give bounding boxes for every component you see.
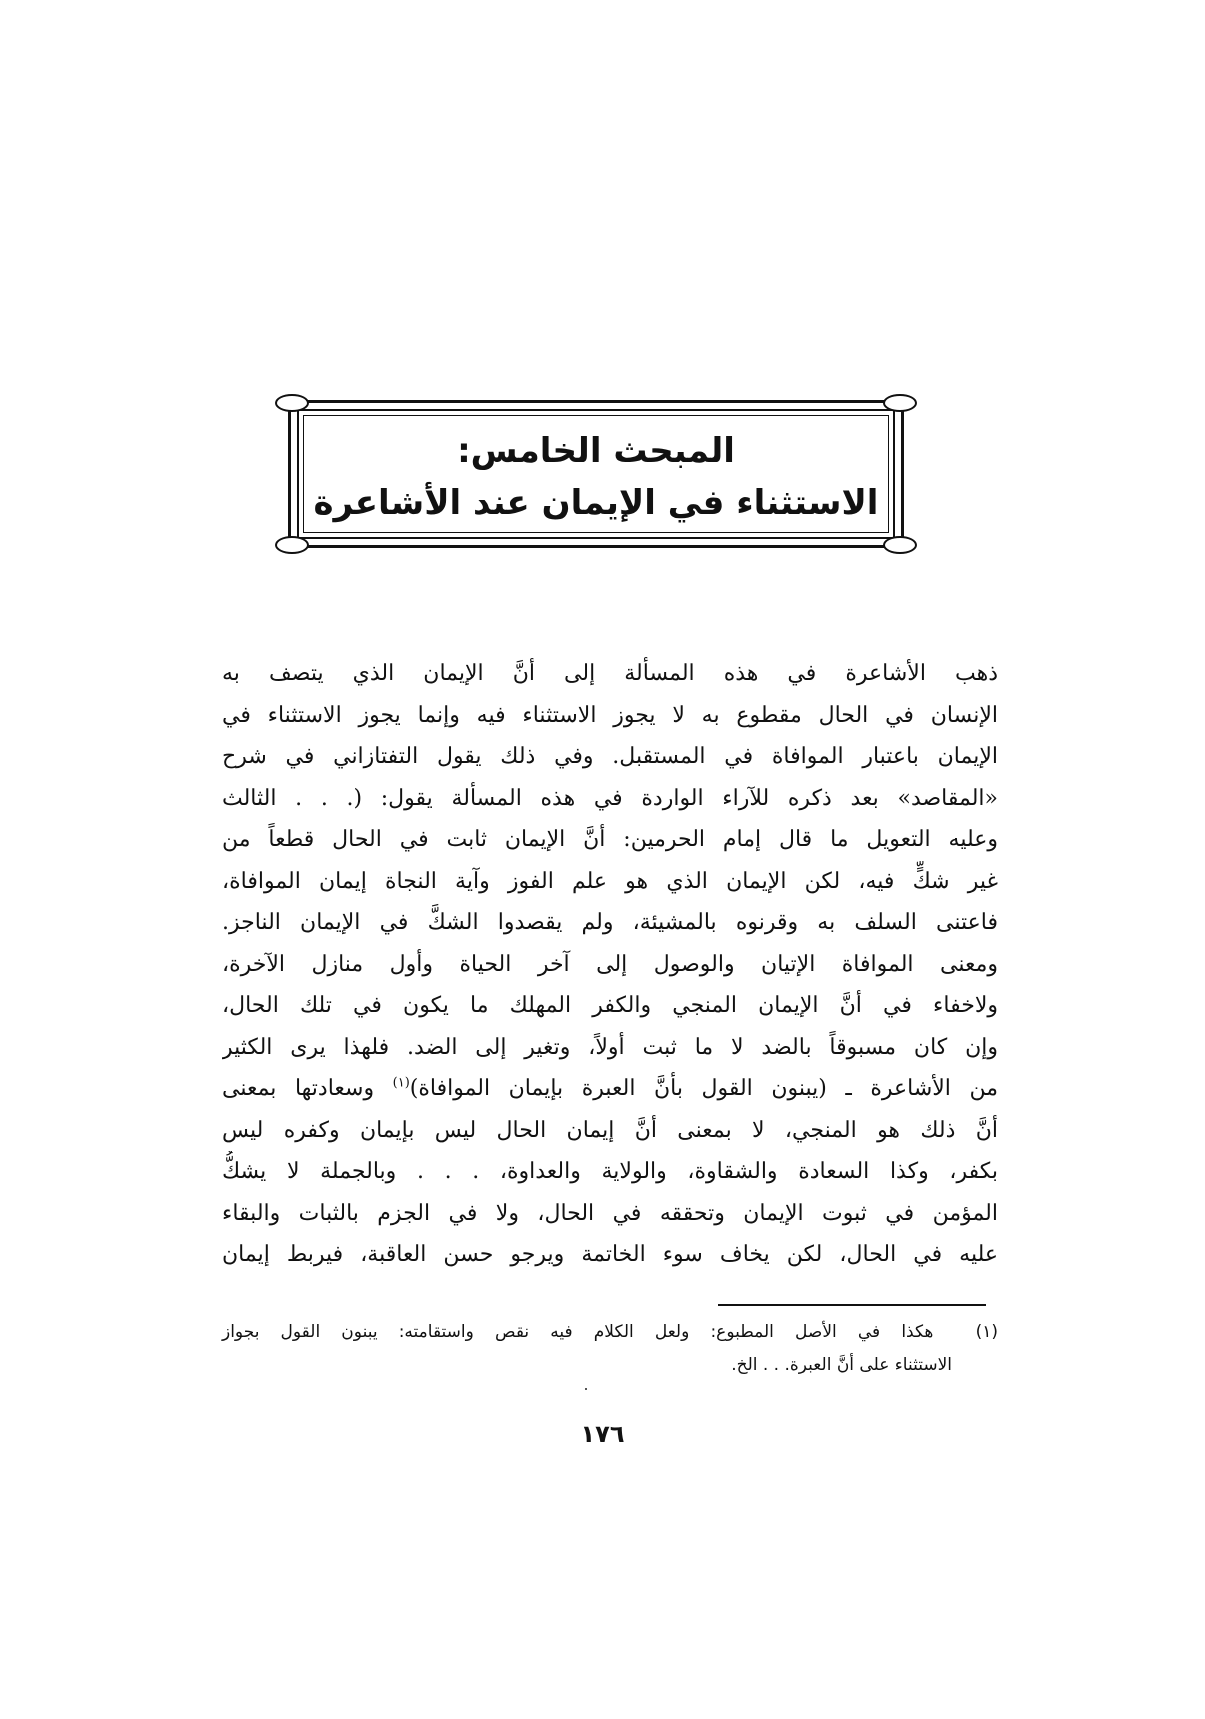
body-line: «المقاصد» بعد ذكره للآراء الواردة في هذه المسألة يقول: (. . . الثالث bbox=[222, 785, 998, 811]
footnote-line-continued: الاستثناء على أنَّ العبرة. . . الخ. bbox=[731, 1355, 952, 1375]
print-speck bbox=[585, 1388, 587, 1390]
footnotes bbox=[222, 1316, 998, 1382]
body-line: الإنسان في الحال مقطوع به لا يجوز الاستثناء فيه وإنما يجوز الاستثناء في bbox=[222, 702, 998, 728]
body-line: المؤمن في ثبوت الإيمان وتحققه في الحال، ولا في الجزم بالثبات والبقاء bbox=[222, 1200, 998, 1226]
body-line-text: من الأشاعرة ـ (يبنون القول بأنَّ العبرة بإيمان الموافاة) bbox=[409, 1076, 998, 1101]
chapter-heading-line2: الاستثناء في الإيمان عند الأشاعرة bbox=[313, 483, 879, 523]
body-line: غير شكٍّ فيه، لكن الإيمان الذي هو علم الفوز وآية النجاة إيمان الموافاة، bbox=[222, 868, 998, 894]
footnote-separator bbox=[718, 1304, 986, 1306]
footnote-text: هكذا في الأصل المطبوع: ولعل الكلام فيه نقص واستقامته: يبنون القول بجواز bbox=[222, 1322, 934, 1342]
frame-ornament bbox=[883, 394, 917, 412]
body-line: ولاخفاء في أنَّ الإيمان المنجي والكفر المهلك ما يكون في تلك الحال، bbox=[222, 993, 998, 1018]
chapter-heading-line1: المبحث الخامس: bbox=[457, 431, 735, 471]
footnote-reference[interactable]: (١) bbox=[392, 1075, 410, 1091]
frame-ornament bbox=[883, 536, 917, 554]
body-line: عليه في الحال، لكن يخاف سوء الخاتمة ويرجو حسن العاقبة، فيربط إيمان bbox=[222, 1242, 998, 1267]
footnote-line bbox=[222, 1316, 998, 1349]
body-line: الإيمان باعتبار الموافاة في المستقبل. وفي ذلك يقول التفتازاني في شرح bbox=[222, 744, 998, 769]
chapter-title-frame bbox=[288, 400, 904, 548]
footnote-marker: (١) bbox=[975, 1322, 999, 1342]
page-number: ١٧٦ bbox=[580, 1420, 625, 1448]
body-paragraph bbox=[222, 653, 998, 1276]
chapter-title bbox=[291, 425, 901, 529]
body-line: أنَّ ذلك هو المنجي، لا بمعنى أنَّ إيمان الحال ليس بإيمان وكفره ليس bbox=[222, 1117, 998, 1143]
frame-ornament bbox=[275, 394, 309, 412]
body-line-tail: وسعادتها بمعنى bbox=[222, 1076, 393, 1101]
body-line: وعليه التعويل ما قال إمام الحرمين: أنَّ الإيمان ثابت في الحال قطعاً من bbox=[222, 827, 998, 852]
body-line: ومعنى الموافاة الإتيان والوصول إلى آخر الحياة وأول منازل الآخرة، bbox=[222, 951, 998, 977]
body-line: بكفر، وكذا السعادة والشقاوة، والولاية والعداوة، . . . وبالجملة لا يشكُّ bbox=[222, 1159, 998, 1184]
body-line: فاعتنى السلف به وقرنوه بالمشيئة، ولم يقصدوا الشكَّ في الإيمان الناجز. bbox=[222, 910, 998, 935]
body-line-with-footnote bbox=[222, 1068, 998, 1110]
frame-ornament bbox=[275, 536, 309, 554]
body-line: ذهب الأشاعرة في هذه المسألة إلى أنَّ الإيمان الذي يتصف به bbox=[222, 661, 998, 686]
body-line: وإن كان مسبوقاً بالضد لا ما ثبت أولاً، وتغير إلى الضد. فلهذا يرى الكثير bbox=[222, 1034, 998, 1060]
